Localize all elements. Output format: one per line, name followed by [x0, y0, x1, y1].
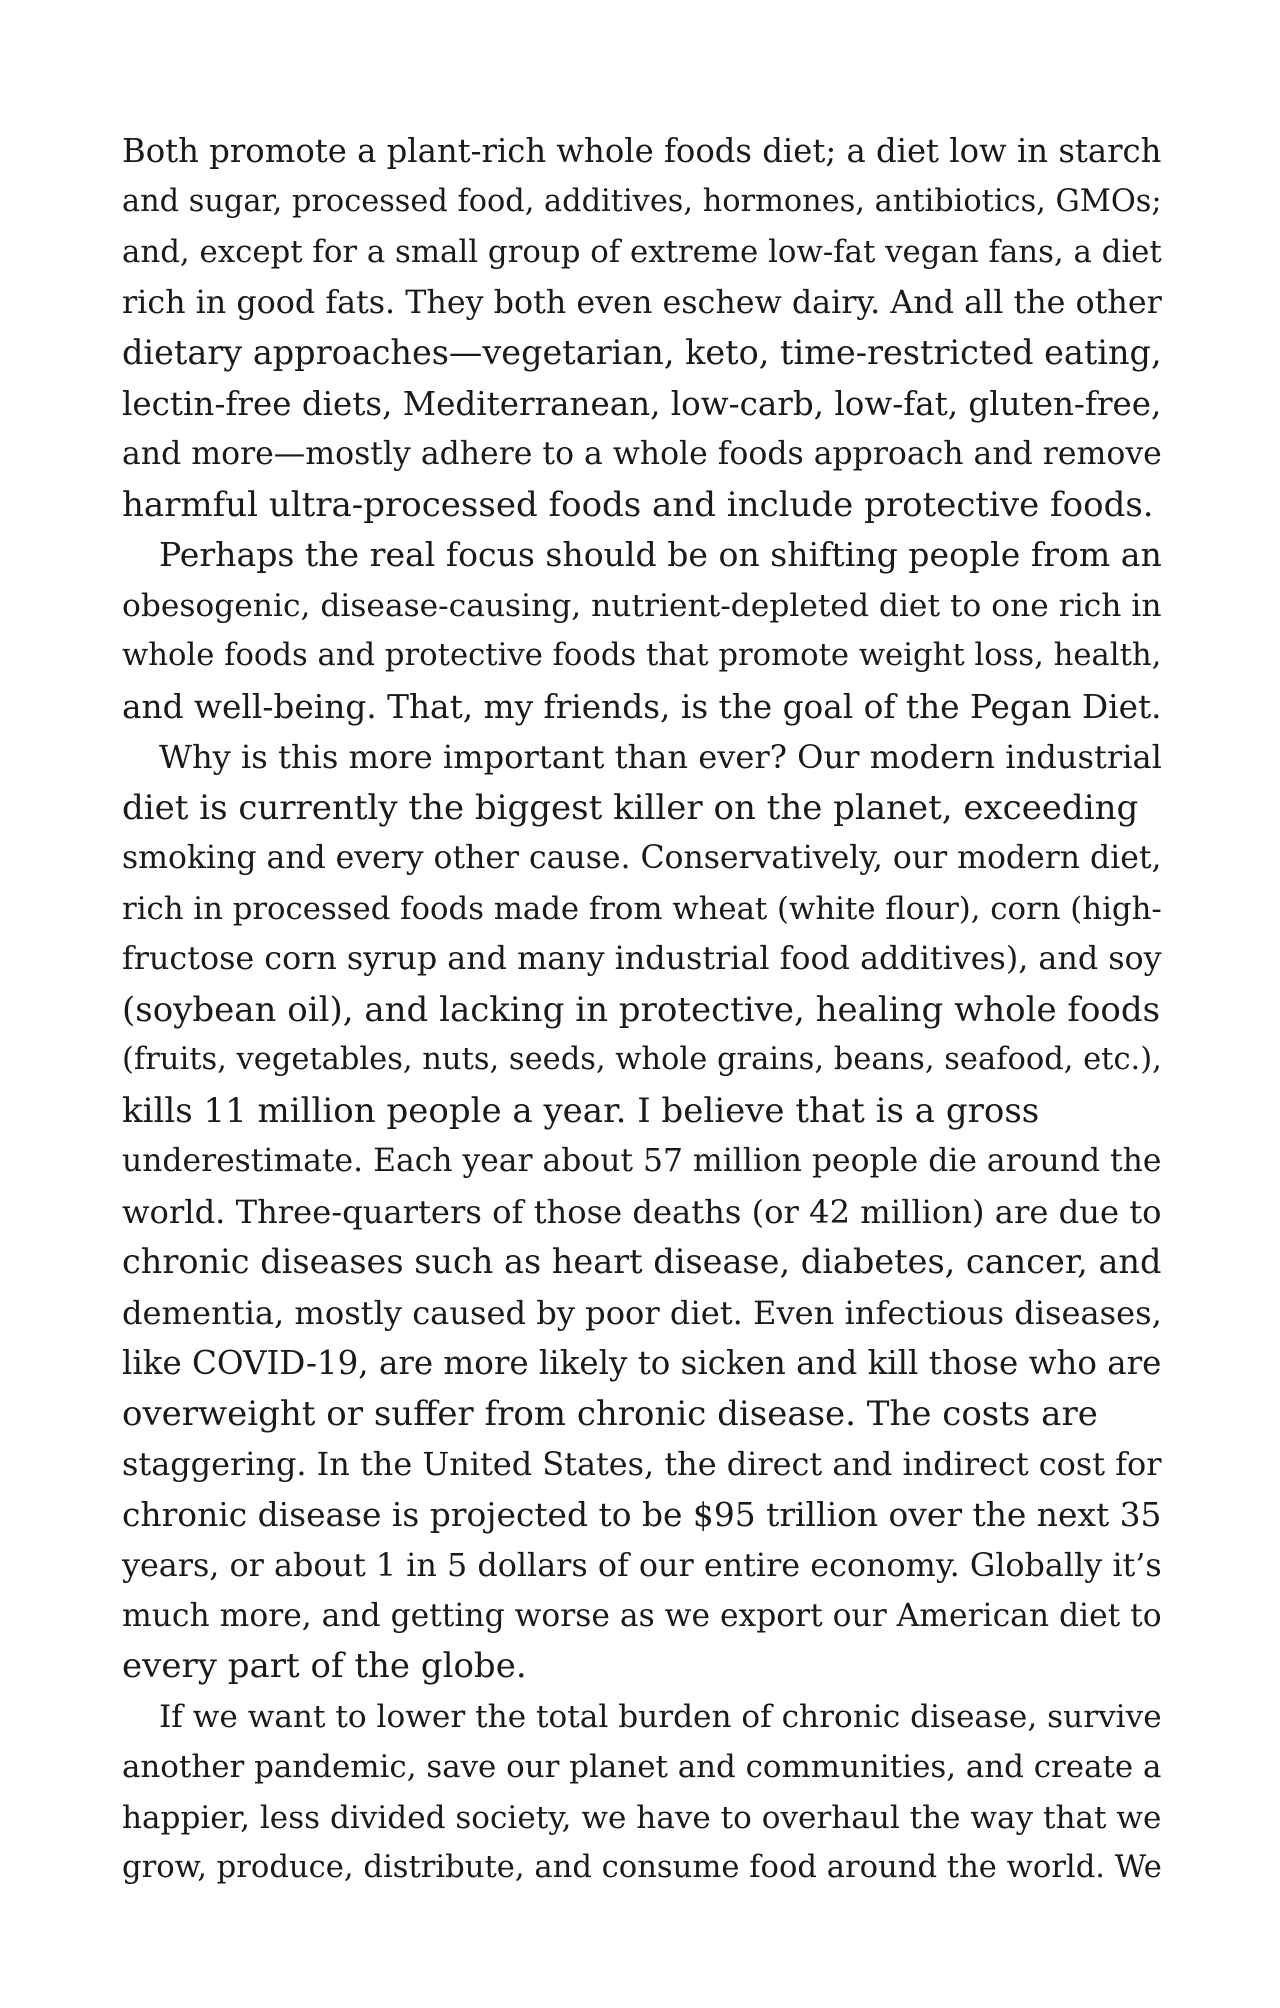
text-line: Why is this more important than ever? Our modern industrial — [159, 738, 1162, 776]
text-line: like COVID-19, are more likely to sicken and kill those who are — [122, 1344, 1162, 1382]
text-line: dementia, mostly caused by poor diet. Even infectious diseases, — [122, 1293, 1162, 1332]
text-line: rich in good fats. They both even eschew dairy. And all the other — [122, 284, 1162, 321]
text-line: whole foods and protective foods that promote weight loss, health, — [122, 638, 1162, 673]
text-line: (fruits, vegetables, nuts, seeds, whole grains, beans, seafood, etc.), — [122, 1042, 1162, 1077]
text-line: chronic disease is projected to be $95 trillion over the next 35 — [122, 1494, 1162, 1534]
text-line: and, except for a small group of extreme low-fat vegan fans, a diet — [122, 234, 1162, 270]
text-line: overweight or suffer from chronic disease. The costs are — [122, 1393, 1098, 1434]
text-line: dietary approaches—vegetarian, keto, time-restricted eating, — [122, 333, 1162, 372]
text-line: happier, less divided society, we have to overhaul the way that we — [122, 1799, 1162, 1836]
text-line: another pandemic, save our planet and communities, and create a — [122, 1749, 1162, 1785]
text-line: years, or about 1 in 5 dollars of our entire economy. Globally it’s — [122, 1546, 1162, 1584]
text-line: Perhaps the real focus should be on shifting people from an — [159, 535, 1162, 574]
text-line: rich in processed foods made from wheat (white flour), corn (high- — [122, 890, 1162, 927]
text-line: lectin-free diets, Mediterranean, low-carb, low-fat, gluten-free, — [122, 384, 1162, 423]
text-line: staggering. In the United States, the direct and indirect cost for — [122, 1445, 1162, 1483]
text-line: every part of the globe. — [122, 1646, 527, 1686]
text-line: world. Three-quarters of those deaths (or 42 million) are due to — [122, 1192, 1162, 1231]
text-line: diet is currently the biggest killer on the planet, exceeding — [122, 787, 1139, 828]
text-line: harmful ultra-processed foods and include protective foods. — [122, 484, 1154, 525]
text-line: chronic diseases such as heart disease, diabetes, cancer, and — [122, 1242, 1162, 1281]
body-text — [122, 126, 1162, 1894]
text-line: If we want to lower the total burden of chronic disease, survive — [159, 1698, 1162, 1735]
text-line: and more—mostly adhere to a whole foods approach and remove — [122, 436, 1162, 472]
text-line: and sugar, processed food, additives, hormones, antibiotics, GMOs; — [122, 183, 1162, 219]
text-line: obesogenic, disease-causing, nutrient-depleted diet to one rich in — [122, 587, 1162, 624]
text-line: smoking and every other cause. Conservatively, our modern diet, — [122, 840, 1162, 876]
text-line: grow, produce, distribute, and consume food around the world. We — [122, 1850, 1162, 1885]
text-line: much more, and getting worse as we export our American diet to — [122, 1597, 1162, 1634]
text-line: Both promote a plant-rich whole foods diet; a diet low in starch — [122, 132, 1162, 170]
text-line: kills 11 million people a year. I believe that is a gross — [122, 1090, 1040, 1131]
text-line: underestimate. Each year about 57 million people die around the — [122, 1143, 1162, 1179]
text-line: (soybean oil), and lacking in protective, healing whole foods — [122, 989, 1161, 1030]
text-line: and well-being. That, my friends, is the goal of the Pegan Diet. — [122, 687, 1162, 726]
text-line: fructose corn syrup and many industrial food additives), and soy — [122, 941, 1162, 977]
